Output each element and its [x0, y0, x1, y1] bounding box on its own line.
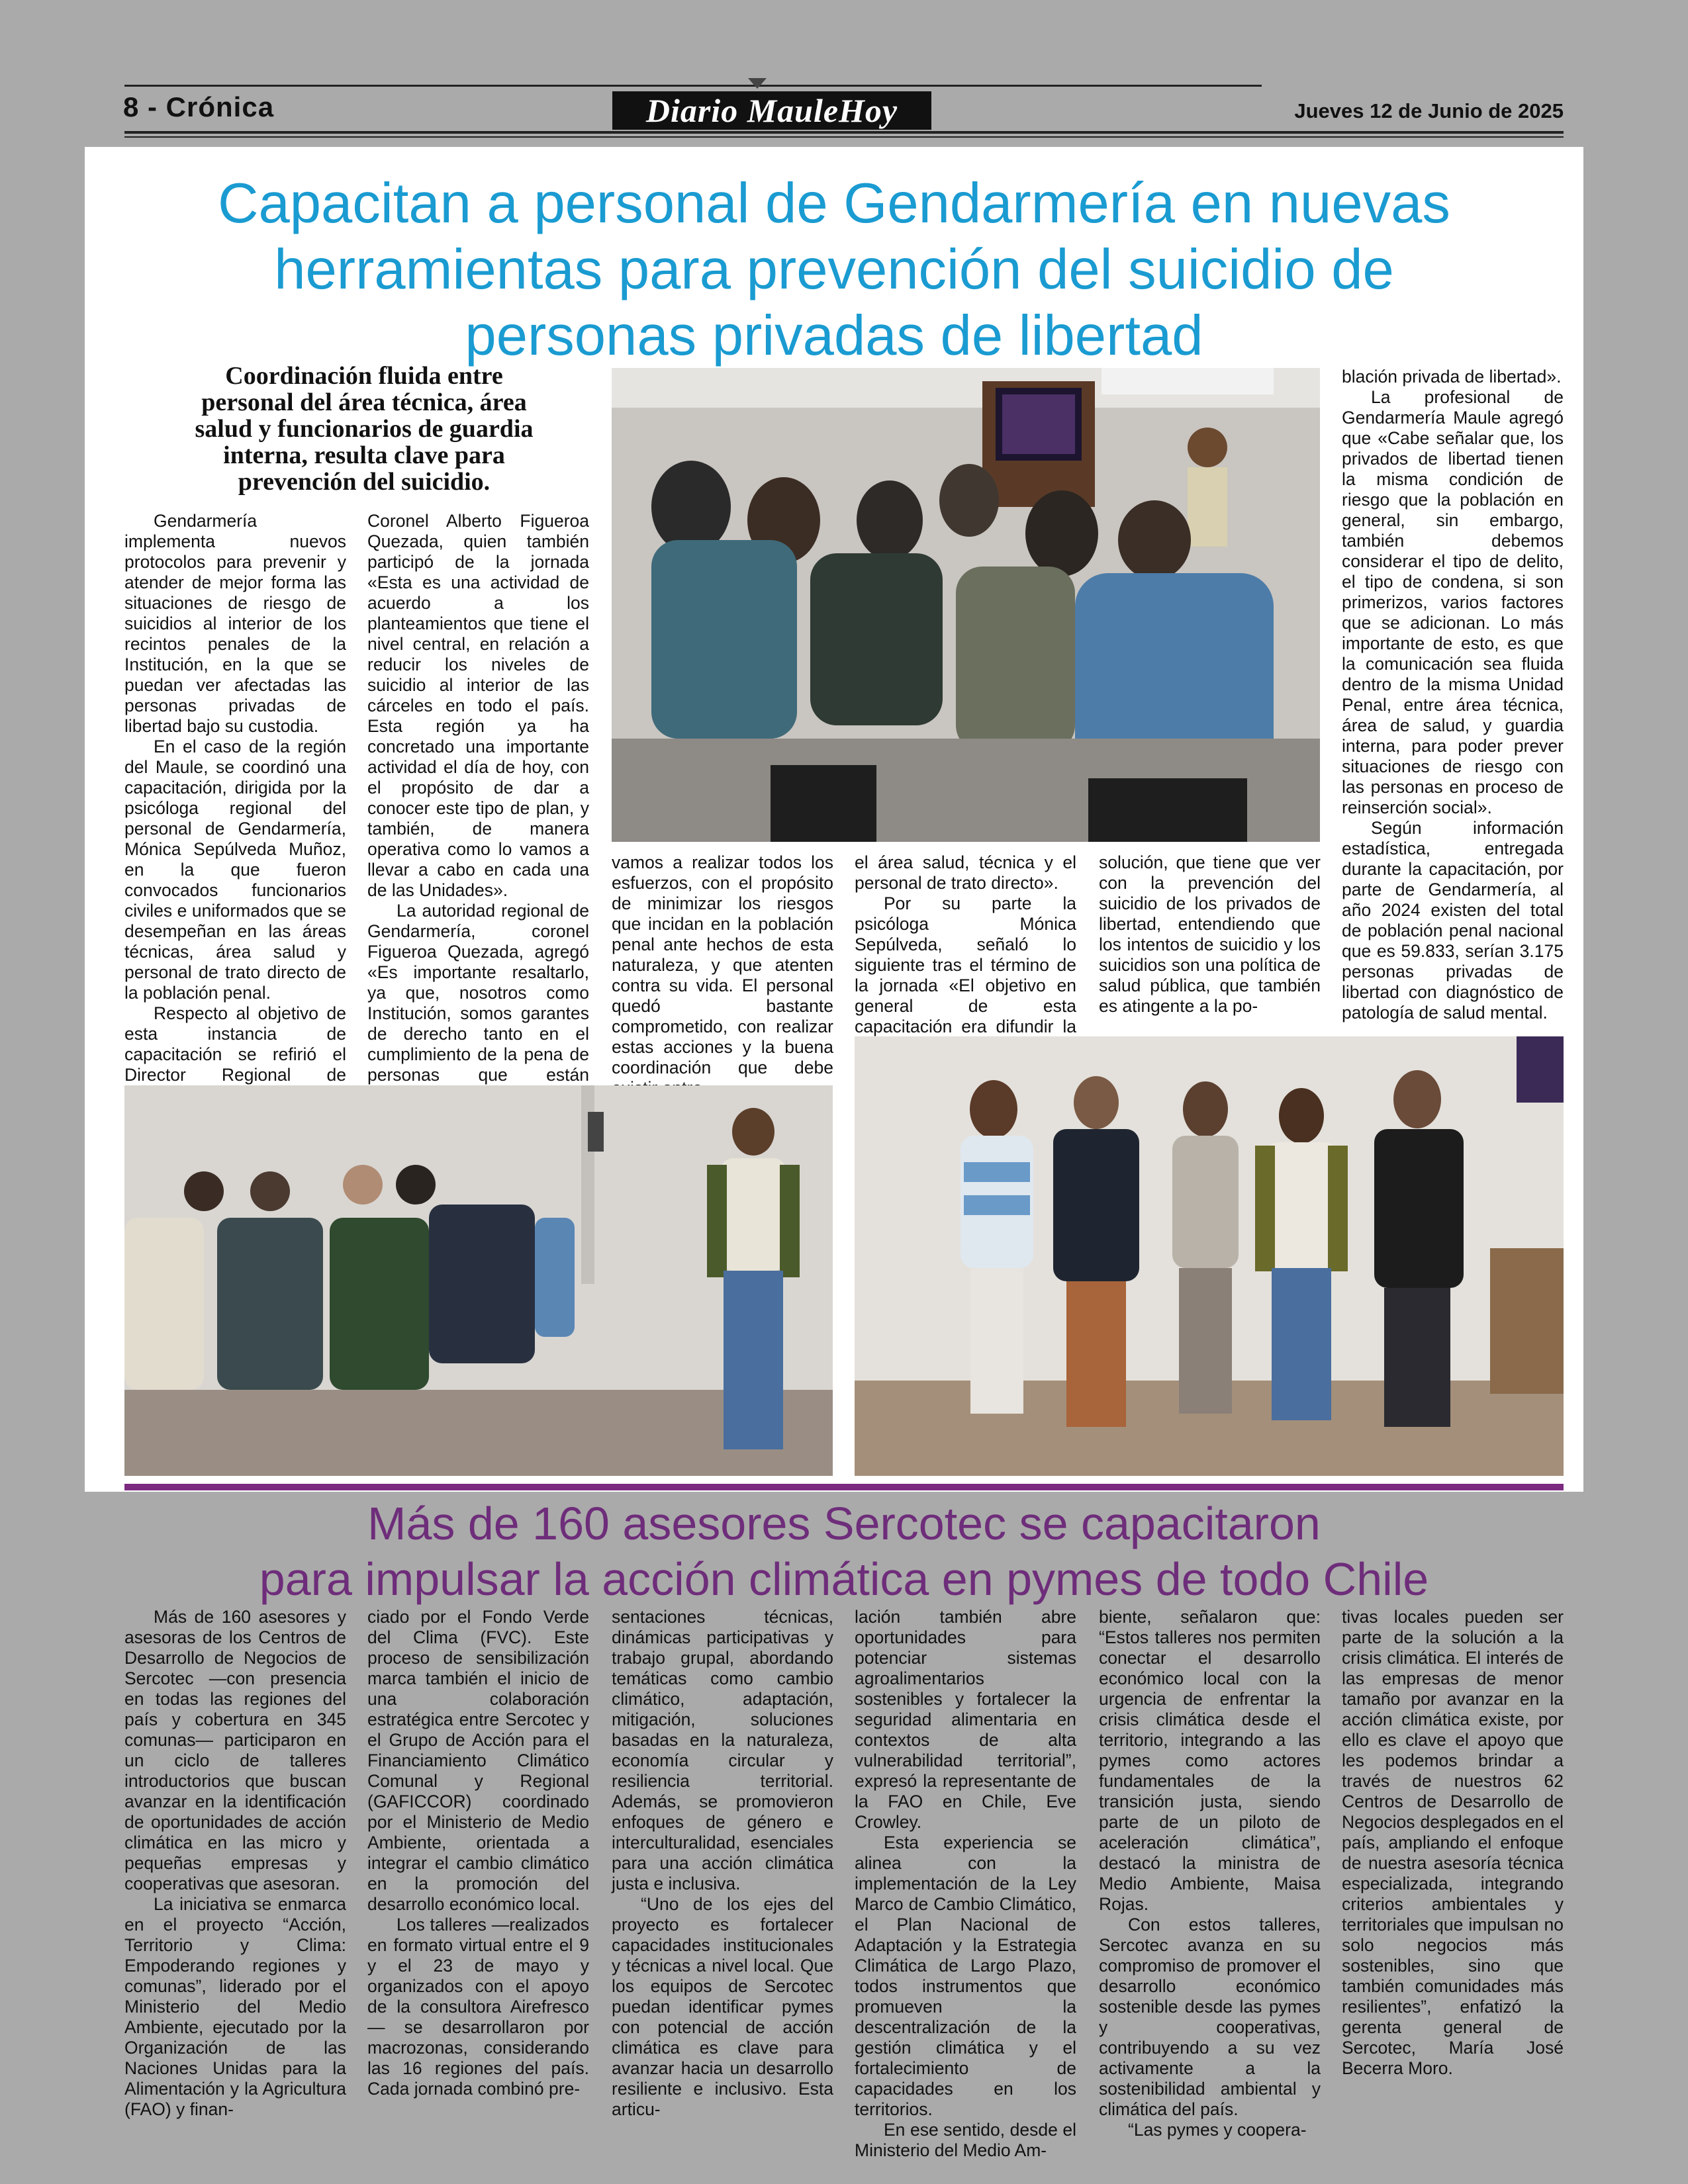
deck-line: personal del área técnica, área	[201, 388, 527, 416]
paragraph: La iniciativa se enmarca en el proyecto “Acción, Territorio y Clima: Empoderando regiones y comunas”, liderado por el Ministerio del Medio Ambiente, ejecutado por la Organización de las Naciones Unidas para la Alimentación y la Agricultura (FAO) y finan-	[124, 1894, 346, 2119]
paragraph: sentaciones técnicas, dinámicas participativas y trabajo grupal, abordando temáticas como cambio climático, adaptación, mitigación, soluciones basadas en la naturaleza, economía circular y resiliencia territorial. Además, se promovieron enfoques de género e interculturalidad, esenciales para una acción climática justa e inclusiva.	[612, 1607, 833, 1893]
paragraph: biente, señalaron que: “Estos talleres nos permiten conectar el desarrollo económico local con la urgencia de enfrentar la crisis climática desde el territorio, integrando a las pymes como actores fundamentales de la transición justa, siendo parte de un piloto de aceleración climática”, destacó la ministra de Medio Ambiente, Maisa Rojas.	[1099, 1607, 1321, 1914]
article1-column-1	[124, 511, 346, 1106]
paragraph: En ese sentido, desde el Ministerio del Medio Am-	[855, 2120, 1076, 2160]
paragraph: lación también abre oportunidades para potenciar sistemas agroalimentarios sostenibles y fortalecer la seguridad alimentaria en contextos de alta vulnerabilidad territorial”, expresó la representante de la FAO en Chile, Eve Crowley.	[855, 1607, 1076, 1832]
headline-line: herramientas para prevención del suicidio de	[274, 238, 1394, 301]
photo-audience	[124, 1085, 833, 1476]
article2-column-4	[855, 1607, 1076, 2161]
paragraph: Según información estadística, entregada durante la capacitación, por parte de Gendarmería, al año 2024 existen del total de población penal nacional que es 59.833, serían 3.175 personas privadas de libertad con diagnóstico de patología de salud mental.	[1342, 818, 1564, 1023]
header-rule	[124, 131, 1564, 134]
article1-column-6	[1342, 367, 1564, 1023]
paragraph: Por su parte la psicóloga Mónica Sepúlveda, señaló lo siguiente tras el término de la jornada «El objetivo en general de esta capacitación era difundir la	[855, 893, 1076, 1036]
paragraph: La profesional de Gendarmería Maule agregó que «Cabe señalar que, los privados de libertad tienen la misma condición de riesgo que la población en general, sin embargo, también debemos considerar el tipo de delito, el tipo de condena, si son primerizos, varios factores que se adicionan. Lo más importante de esto, es que la comunicación sea fluida dentro de la misma Unidad Penal, entre área técnica, área de salud, y guardia interna, para poder prever situaciones de riesgo con las personas en proceso de reinserción social».	[1342, 387, 1564, 817]
article2-column-5	[1099, 1607, 1321, 2140]
paragraph: solución, que tiene que ver con la prevención del suicidio de los privados de libertad, entendiendo que los intentos de suicidio y los suicidios son una política de salud pública, que también es atingente a la po-	[1099, 852, 1321, 1016]
header-rule-thin	[124, 136, 1564, 138]
article1-column-2	[367, 511, 589, 1126]
section-label: 8 - Crónica	[123, 91, 275, 122]
article2-column-3	[612, 1607, 833, 2120]
article-gendarmeria-deck	[132, 363, 596, 495]
deck-line: salud y funcionarios de guardia	[195, 415, 534, 443]
deck-line: Coordinación fluida entre	[225, 362, 503, 390]
masthead-logo: Diario MauleHoy	[612, 91, 931, 130]
paragraph: tivas locales pueden ser parte de la solución a la crisis climática. El interés de las empresas de menor tamaño por avanzar en la acción climática existe, por ello es clave el apoyo que les podemos brindar a través de nuestros 62 Centros de Desarrollo de Negocios desplegados en el país, ampliando el enfoque de nuestra asesoría técnica especializada, integrando criterios ambientales y territoriales que impulsan no solo negocios más sostenibles, sino que también comunidades más resilientes”, enfatizó la gerenta general de Sercotec, María José Becerra Moro.	[1342, 1607, 1564, 2078]
paragraph: el área salud, técnica y el personal de trato directo».	[855, 852, 1076, 893]
article1-column-4	[855, 852, 1076, 1058]
paragraph: “Las pymes y coopera-	[1128, 2120, 1307, 2140]
photo-group-portrait	[855, 1036, 1564, 1476]
paragraph: La autoridad regional de Gendarmería, coronel Figueroa Quezada, agregó «Es importante resaltarlo, ya que, nosotros como Institución, somos garantes de derecho tanto en el cumplimiento de la pena de personas que están	[367, 901, 589, 1085]
deck-line: prevención del suicidio.	[238, 468, 491, 496]
photo-training-session	[612, 368, 1320, 842]
paragraph: En el caso de la región del Maule, se coordinó una capacitación, dirigida por la psicóloga regional del personal de Gendarmería, Mónica Sepúlveda Muñoz, en la que fueron convocados funcionarios civiles e uniformados que se desempeñan en las áreas técnicas, área salud y personal de trato directo de la población penal.	[124, 737, 346, 1003]
article1-column-5	[1099, 852, 1321, 1017]
article2-column-2	[367, 1607, 589, 2099]
article1-column-3	[612, 852, 833, 1099]
headline-line: Capacitan a personal de Gendarmería en nuevas	[218, 172, 1450, 235]
article-sercotec-headline	[124, 1496, 1564, 1607]
paragraph: Más de 160 asesores y asesoras de los Centros de Desarrollo de Negocios de Sercotec —con presencia en todas las regiones del país y cobertura en 345 comunas— participaron en un ciclo de talleres introductorios que buscan avanzar en la identificación de oportunidades de acción climática en las micro y pequeñas empresas y cooperativas que asesoran.	[124, 1607, 346, 1893]
paragraph: “Uno de los ejes del proyecto es fortalecer capacidades institucionales y técnicas a nivel local. Que los equipos de Sercotec puedan identificar pymes con potencial de acción climática es clave para avanzar hacia un desarrollo resiliente e inclusivo. Esta articu-	[612, 1894, 833, 2119]
paragraph: ciado por el Fondo Verde del Clima (FVC). Este proceso de sensibilización marca también el inicio de una colaboración estratégica entre Sercotec y el Grupo de Acción para el Financiamiento Climático Comunal y Regional (GAFICCOR) coordinado por el Ministerio de Medio Ambiente, orientada a integrar el cambio climático en la promoción del desarrollo económico local.	[367, 1607, 589, 1914]
paragraph: vamos a realizar todos los esfuerzos, con el propósito de minimizar los riesgos que incidan en la población penal ante hechos de esta naturaleza, y que atenten contra su vida. El personal quedó bastante comprometido, con realizar estas acciones y la buena coordinación que debe	[612, 852, 833, 1077]
paragraph: blación privada de libertad».	[1342, 367, 1562, 387]
paragraph: Respecto al objetivo de esta instancia de capacitación se refirió el Director Regional de	[124, 1003, 346, 1085]
header-top-rule	[124, 85, 1262, 87]
paragraph: Con estos talleres, Sercotec avanza en su compromiso de promover el desarrollo económico sostenible desde las pymes y cooperativas, contribuyendo a su vez activamente a la sostenibilidad ambiental y climática del país.	[1099, 1915, 1321, 2119]
paragraph: Esta experiencia se alinea con la implementación de la Ley Marco de Cambio Climático, el Plan Nacional de Adaptación y la Estrategia Climática de Largo Plazo, todos instrumentos que promueven la descentralización de la gestión climática y el fortalecimiento de capacidades en los territorios.	[855, 1833, 1076, 2119]
paragraph: Gendarmería implementa nuevos protocolos para prevenir y atender de mejor forma las situaciones de riesgo de suicidios al interior de los recintos penales de la Institución, en la que se puedan ver afectadas las personas privadas de libertad bajo su custodia.	[124, 511, 346, 736]
headline-line: personas privadas de libertad	[465, 304, 1203, 367]
article2-column-6	[1342, 1607, 1564, 2079]
article-sercotec-rule	[124, 1484, 1564, 1490]
header-notch	[748, 78, 767, 89]
article2-column-1	[124, 1607, 346, 2120]
headline-line: para impulsar la acción climática en pymes de todo Chile	[259, 1553, 1429, 1605]
paragraph: Coronel Alberto Figueroa Quezada, quien también participó de la jornada «Esta es una actividad de acuerdo a los planteamientos que tiene el nivel central, en relación a reducir los niveles de suicidio al interior de las cárceles en todo el país. Esta región ya ha concretado una importante actividad el día de hoy, con el propósito de dar a conocer este tipo de plan, y también, de manera operativa como lo vamos a llevar a cabo en cada una de las Unidades».	[367, 511, 589, 900]
deck-line: interna, resulta clave para	[223, 441, 505, 469]
article-gendarmeria-headline	[93, 171, 1575, 369]
dateline: Jueves 12 de Junio de 2025	[1294, 99, 1564, 122]
paragraph: Los talleres —realizados en formato virtual entre el 9 y el 23 de mayo y organizados con el apoyo de la consultora Airefresco— se desarrollaron por macrozonas, considerando las 16 regiones del país. Cada jornada combinó pre-	[367, 1915, 589, 2099]
headline-line: Más de 160 asesores Sercotec se capacitaron	[367, 1498, 1321, 1549]
